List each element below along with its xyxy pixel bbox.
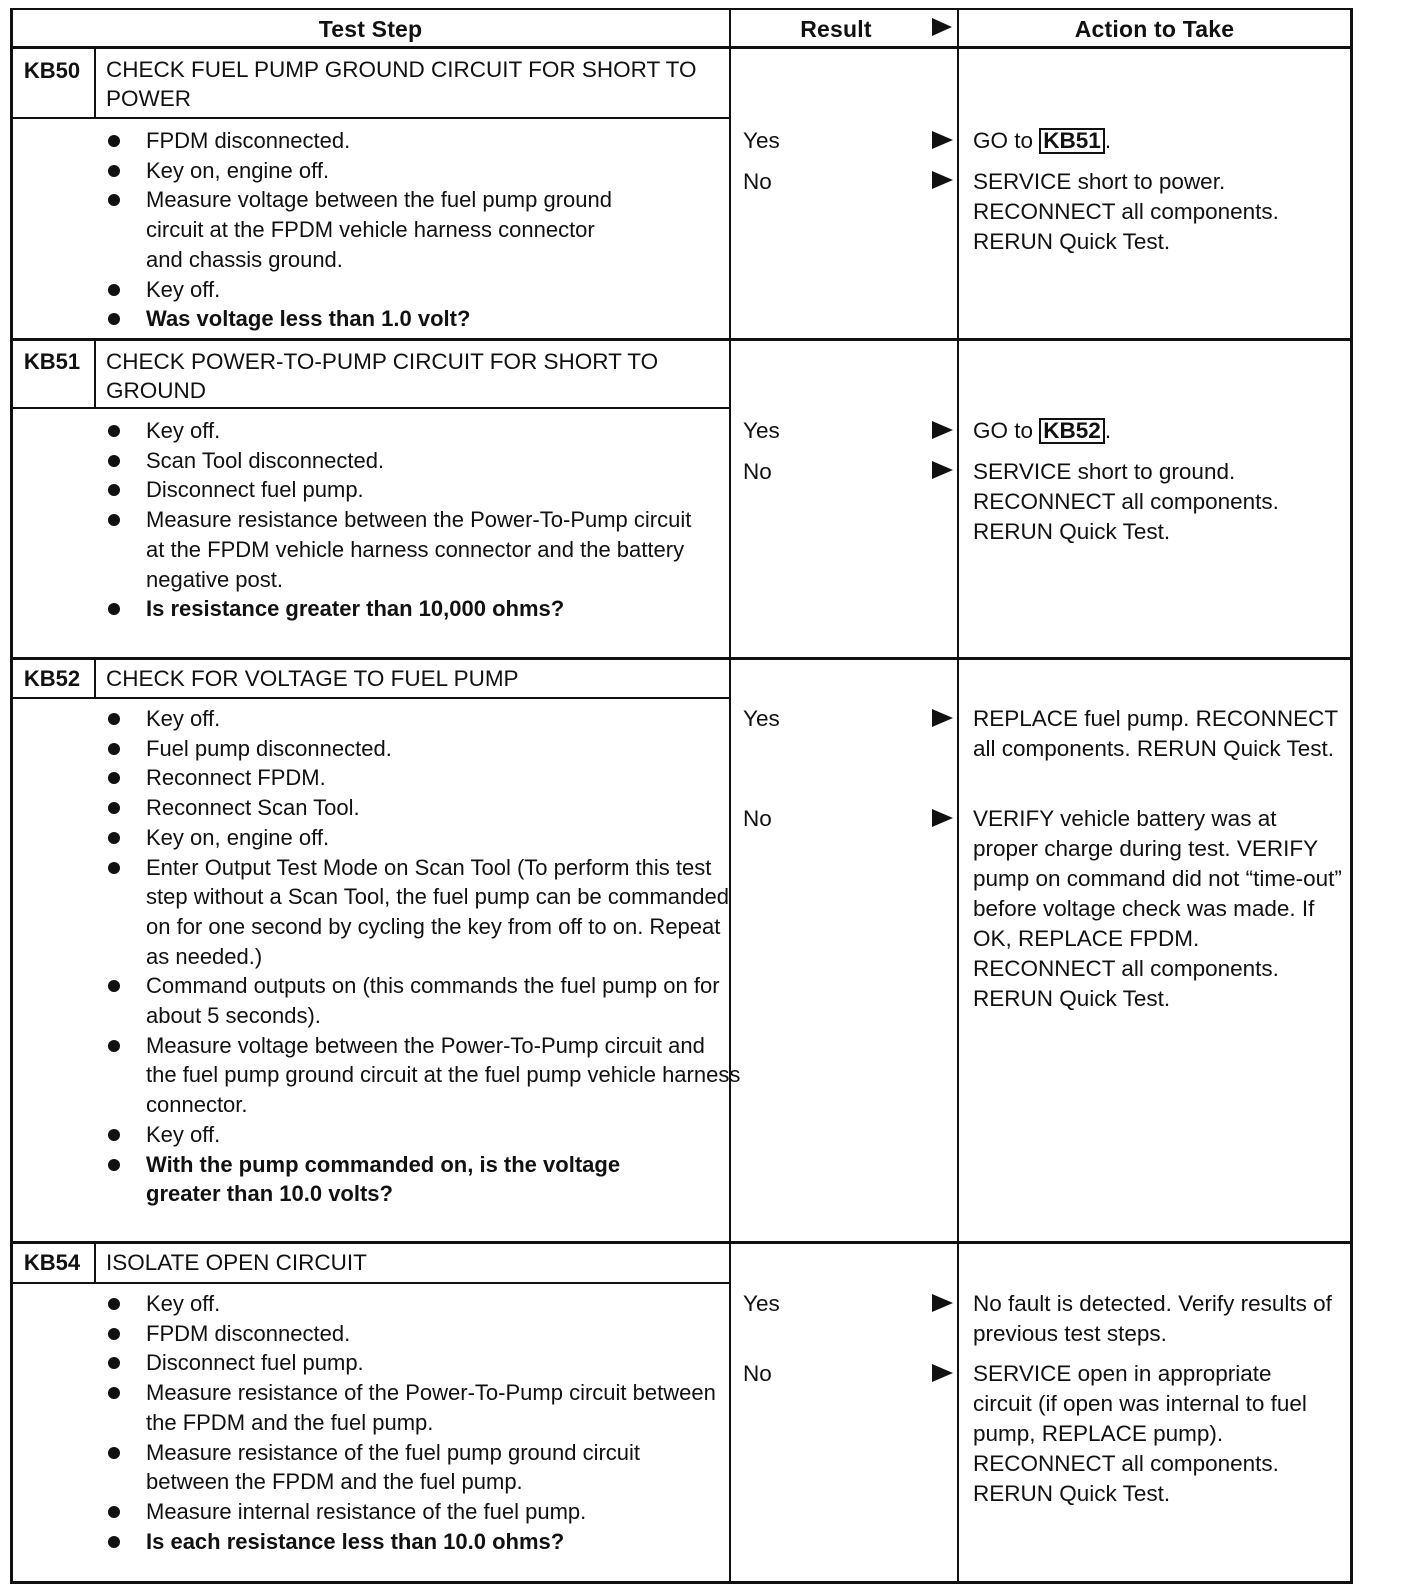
step-bullet-list (106, 1289, 716, 1556)
list-item: Key off. (106, 416, 706, 446)
step-title: CHECK FOR VOLTAGE TO FUEL PUMP (106, 666, 519, 691)
step-title: CHECK FUEL PUMP GROUND CIRCUIT FOR SHORT TO POWER (106, 57, 697, 111)
bullet-icon (108, 832, 120, 844)
table-border-bottom (10, 1581, 1353, 1584)
bullet-icon (108, 1298, 120, 1310)
header-action: Action to Take (1074, 15, 1235, 42)
bullet-icon (108, 425, 120, 437)
result-no: No (743, 169, 772, 194)
list-item: Measure internal resistance of the fuel pump. (106, 1497, 706, 1527)
result-yes: Yes (743, 128, 780, 153)
step-id: KB52 (23, 666, 81, 691)
result-arrow-icon (932, 709, 953, 727)
step-title-underline (10, 697, 730, 699)
list-item: Scan Tool disconnected. (106, 446, 706, 476)
list-item: Reconnect Scan Tool. (106, 793, 706, 823)
bullet-icon (108, 603, 120, 615)
header-arrow-icon (932, 18, 952, 36)
list-item-question: Is each resistance less than 10.0 ohms? (106, 1527, 706, 1557)
bullet-icon (108, 284, 120, 296)
bullet-icon (108, 802, 120, 814)
list-item: Enter Output Test Mode on Scan Tool (To perform this test step without a Scan Tool, the fuel pump can be commanded on for one second by cycling the key from off to on. Repeat as needed.) (106, 853, 741, 972)
step-id-divider (94, 49, 96, 118)
bullet-icon (108, 980, 120, 992)
action-yes: GO to KB52 . (973, 418, 1112, 443)
step-title-underline (10, 117, 730, 119)
action-no: SERVICE short to ground. RECONNECT all components. RERUN Quick Test. (973, 459, 1279, 544)
result-arrow-icon (932, 421, 953, 439)
list-item: FPDM disconnected. (106, 1319, 706, 1349)
bullet-icon (108, 1506, 120, 1518)
row-divider (10, 338, 1353, 341)
header-test-step: Test Step (318, 15, 423, 42)
result-yes: Yes (743, 1291, 780, 1316)
list-item: Fuel pump disconnected. (106, 734, 706, 764)
step-id: KB54 (23, 1250, 81, 1275)
result-no: No (743, 806, 772, 831)
list-item: FPDM disconnected. (106, 126, 706, 156)
table-border-right (1350, 8, 1353, 1584)
step-id: KB51 (23, 349, 81, 374)
result-yes: Yes (743, 706, 780, 731)
result-arrow-icon (932, 171, 953, 189)
bullet-icon (108, 1040, 120, 1052)
action-yes: GO to KB51 . (973, 128, 1112, 153)
list-item-question: Was voltage less than 1.0 volt? (106, 304, 706, 334)
list-item: Measure voltage between the fuel pump ground circuit at the FPDM vehicle harness connector and chassis ground. (106, 185, 631, 274)
header-result: Result (800, 15, 872, 42)
result-arrow-icon (932, 1294, 953, 1312)
step-title-underline (10, 407, 730, 409)
result-arrow-icon (932, 1364, 953, 1382)
step-id-divider (94, 1244, 96, 1283)
list-item: Key on, engine off. (106, 823, 706, 853)
action-yes: REPLACE fuel pump. RECONNECT all components. RERUN Quick Test. (973, 706, 1338, 761)
list-item: Reconnect FPDM. (106, 763, 706, 793)
list-item: Measure resistance of the Power-To-Pump circuit between the FPDM and the fuel pump. (106, 1378, 721, 1437)
bullet-icon (108, 862, 120, 874)
bullet-icon (108, 1159, 120, 1171)
step-id-divider (94, 660, 96, 698)
bullet-icon (108, 1129, 120, 1141)
bullet-icon (108, 484, 120, 496)
result-no: No (743, 459, 772, 484)
bullet-icon (108, 1328, 120, 1340)
list-item: Measure resistance of the fuel pump ground circuit between the FPDM and the fuel pump. (106, 1438, 721, 1497)
bullet-icon (108, 135, 120, 147)
row-divider (10, 657, 1353, 660)
list-item: Measure resistance between the Power-To-Pump circuit at the FPDM vehicle harness connector and the battery negative post. (106, 505, 706, 594)
bullet-icon (108, 313, 120, 325)
bullet-icon (108, 455, 120, 467)
result-yes: Yes (743, 418, 780, 443)
step-bullet-list (106, 704, 741, 1209)
list-item: Key off. (106, 275, 706, 305)
list-item: Disconnect fuel pump. (106, 1348, 706, 1378)
bullet-icon (108, 1447, 120, 1459)
bullet-icon (108, 743, 120, 755)
step-reference-link[interactable]: KB51 (1039, 128, 1105, 154)
bullet-icon (108, 772, 120, 784)
list-item-question: Is resistance greater than 10,000 ohms? (106, 594, 706, 624)
list-item-question: With the pump commanded on, is the voltage greater than 10.0 volts? (106, 1150, 666, 1209)
step-title-underline (10, 1282, 730, 1284)
list-item: Key off. (106, 704, 706, 734)
bullet-icon (108, 194, 120, 206)
bullet-icon (108, 713, 120, 725)
bullet-icon (108, 514, 120, 526)
action-no: SERVICE short to power. RECONNECT all components. RERUN Quick Test. (973, 169, 1279, 254)
step-reference-link[interactable]: KB52 (1039, 418, 1105, 444)
step-id: KB50 (23, 58, 81, 83)
table-border-left (10, 8, 13, 1584)
bullet-icon (108, 1536, 120, 1548)
row-divider (10, 1241, 1353, 1244)
list-item: Key off. (106, 1120, 706, 1150)
list-item: Disconnect fuel pump. (106, 475, 706, 505)
list-item: Key off. (106, 1289, 706, 1319)
bullet-icon (108, 165, 120, 177)
action-yes: No fault is detected. Verify results of previous test steps. (973, 1291, 1332, 1346)
bullet-icon (108, 1387, 120, 1399)
step-bullet-list (106, 126, 706, 334)
step-bullet-list (106, 416, 706, 624)
list-item: Measure voltage between the Power-To-Pump circuit and the fuel pump ground circuit at the fuel pump vehicle harness connector. (106, 1031, 741, 1120)
result-arrow-icon (932, 809, 953, 827)
column-divider-action (957, 8, 959, 1584)
result-arrow-icon (932, 461, 953, 479)
result-arrow-icon (932, 131, 953, 149)
list-item: Command outputs on (this commands the fuel pump on for about 5 seconds). (106, 971, 731, 1030)
step-title: ISOLATE OPEN CIRCUIT (106, 1250, 367, 1275)
step-title: CHECK POWER-TO-PUMP CIRCUIT FOR SHORT TO GROUND (106, 349, 659, 403)
step-id-divider (94, 341, 96, 408)
result-no: No (743, 1361, 772, 1386)
action-no: SERVICE open in appropriate circuit (if open was internal to fuel pump, REPLACE pump). RECONNECT all components. RERUN Quick Test. (973, 1361, 1307, 1506)
action-no: VERIFY vehicle battery was at proper charge during test. VERIFY pump on command did not “time-out” before voltage check was made. If OK, REPLACE FPDM. RECONNECT all components. RERUN Quick Test. (973, 806, 1342, 1011)
column-divider-result (729, 8, 731, 1584)
bullet-icon (108, 1357, 120, 1369)
list-item: Key on, engine off. (106, 156, 706, 186)
